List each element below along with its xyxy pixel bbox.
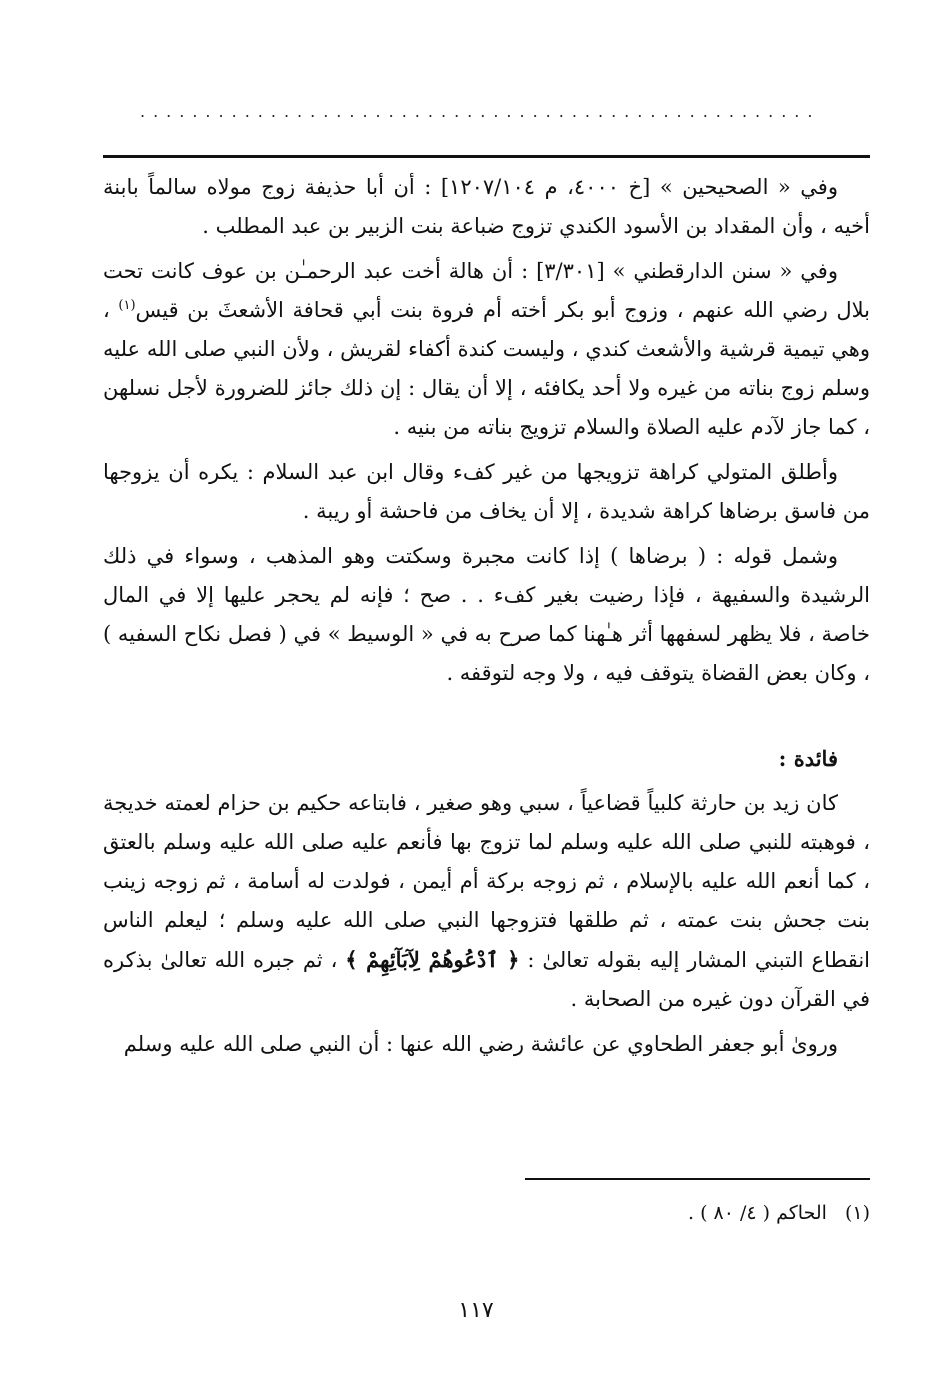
paragraph-5-part-1: كان زيد بن حارثة كلبياً قضاعياً ، سبي وهو صغير ، فابتاعه حكيم بن حزام لعمته خديجة ، فوهبته للنبي صلى الله عليه وسلم لما تزوج بها فأنعم عليه صلى الله عليه وسلم بالعتق ، كما أنعم الله عليه بالإسلام ، ثم زوجه بركة أم أيمن ، فولدت له أسامة ، ثم زوجه زينب بنت جحش بنت عمته ، ثم طلقها فتزوجها النبي صلى الله عليه وسلم ؛ ليعلم الناس انقطاع التبني المشار إليه بقوله تعالىٰ : [103, 791, 870, 972]
main-text [103, 168, 870, 1070]
page-number: ١١٧ [458, 1298, 494, 1323]
paragraph-2-part-1: وفي « سنن الدارقطني » [٣/٣٠١] : أن هالة أخت عبد الرحمـٰن بن عوف كانت تحت بلال رضي الله عنهم ، وزوج أبو بكر أخته أم فروة بنت أبي قحافة الأشعثَ بن قيس [103, 259, 871, 322]
footnote-rule [525, 1178, 870, 1180]
footnote-number: (١) [844, 1202, 870, 1224]
footnote-marker: (١) [118, 298, 136, 313]
section-gap [103, 699, 870, 739]
header-dotted-line: .................................................... [140, 102, 821, 121]
paragraph-2 [103, 252, 870, 447]
footnote-text: الحاكم ( ٤/ ٨٠ ) . [688, 1202, 827, 1224]
paragraph-6: وروىٰ أبو جعفر الطحاوي عن عائشة رضي الله عنها : أن النبي صلى الله عليه وسلم [123, 1032, 838, 1056]
paragraph-4: وشمل قوله : ( برضاها ) إذا كانت مجبرة وسكتت وهو المذهب ، وسواء في ذلك الرشيدة والسفيهة ، فإذا رضيت بغير كفء . . صح ؛ فإنه لم يحجر عليها إلا في المال خاصة ، فلا يظهر لسفهها أثر هـٰهنا كما صرح به في « الوسيط » في ( فصل نكاح السفيه ) ، وكان بعض القضاة يتوقف فيه ، ولا وجه لتوقفه . [103, 544, 870, 685]
paragraph-5 [103, 784, 870, 1019]
header-rule [103, 155, 870, 158]
quran-verse: ﴿ ٱدْعُوهُمْ لِآبَآئِهِمْ ﴾ [345, 947, 520, 972]
section-heading: فائدة : [778, 746, 838, 771]
paragraph-5-part-2: ، ثم جبره الله تعالىٰ بذكره في القرآن دون غيره من الصحابة . [103, 948, 870, 1011]
paragraph-1: وفي « الصحيحين » [خ ٤٠٠٠، م ١٢٠٧/١٠٤] : أن أبا حذيفة زوج مولاه سالماً بابنة أخيه ، وأن المقداد بن الأسود الكندي تزوج ضباعة بنت الزبير بن عبد المطلب . [103, 175, 870, 238]
paragraph-3: وأطلق المتولي كراهة تزويجها من غير كفء وقال ابن عبد السلام : يكره أن يزوجها من فاسق برضاها كراهة شديدة ، إلا أن يخاف من فاحشة أو ريبة . [103, 460, 870, 523]
footnote [400, 1198, 870, 1228]
paragraph-2-part-2: ، وهي تيمية قرشية والأشعث كندي ، وليست كندة أكفاء لقريش ، ولأن النبي صلى الله عليه وسلم زوج بناته من غيره ولا أحد يكافئه ، إلا أن يقال : إن ذلك جائز للضرورة لأجل نسلهن ، كما جاز لآدم عليه الصلاة والسلام تزويج بناته من بنيه . [103, 298, 870, 439]
